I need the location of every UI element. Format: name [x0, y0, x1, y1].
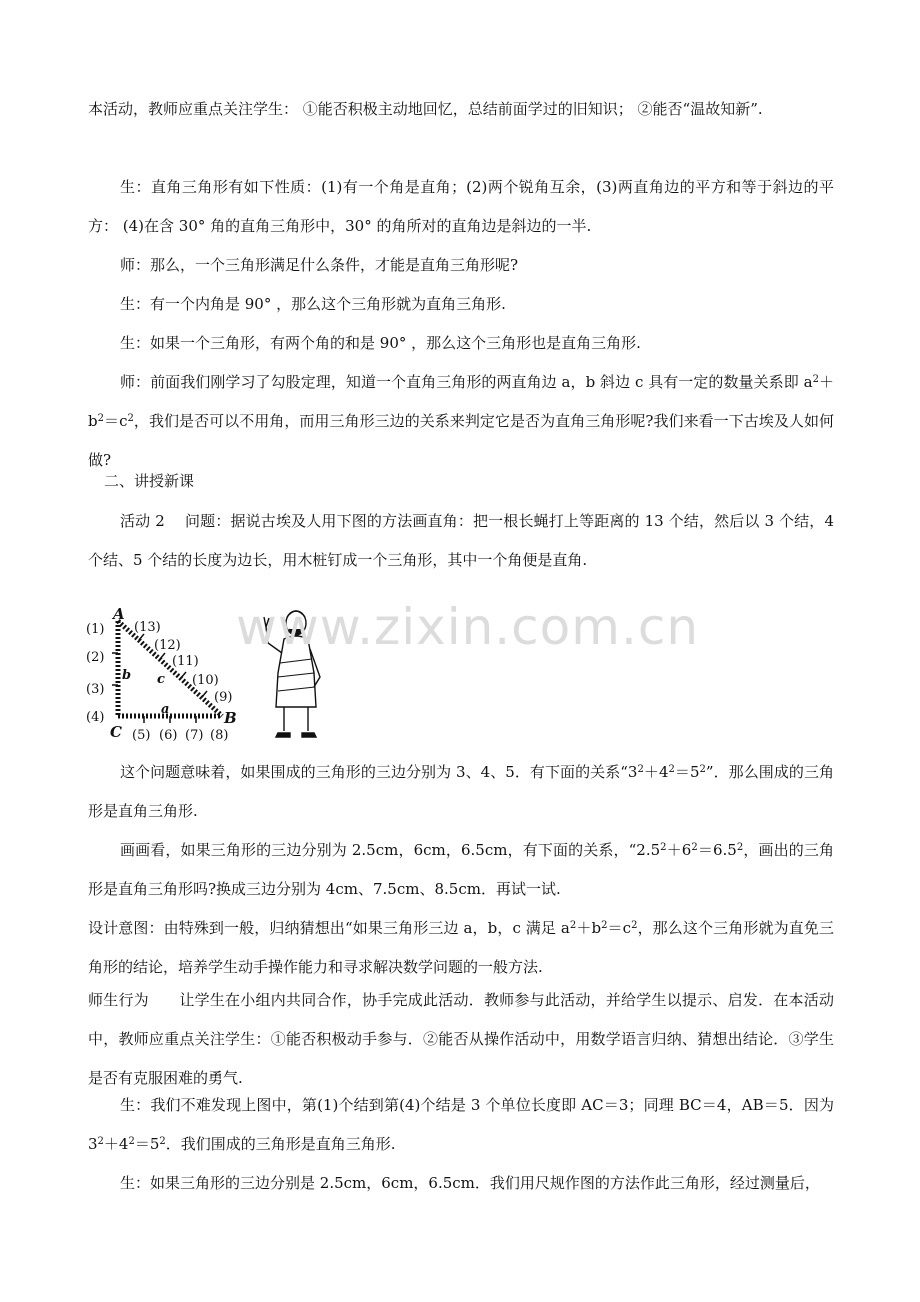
paragraph-problem-meaning: 这个问题意味着，如果围成的三角形的三边分别为 3、4、5．有下面的关系“$3^2+4^2=5^2$”．那么围成的三角形是直角三角形.	[88, 763, 834, 820]
paragraph-teacher-question: 师：那么，一个三角形满足什么条件，才能是直角三角形呢?	[120, 256, 519, 274]
paragraph-student-finding: 生：我们不难发现上图中，第(1)个结到第(4)个结是 3 个单位长度即 AC＝3；同理 BC＝4，AB＝5．因为 $3^2+4^2=5^2$．我们围成的三角形是直角三角形.	[88, 1096, 834, 1153]
vertex-b-label: B	[224, 709, 237, 727]
egyptian-figure-illustration	[264, 611, 320, 737]
knot-label: (11)	[172, 654, 199, 669]
knot-label: (13)	[134, 620, 161, 635]
paragraph-teacher-pythagoras: 师：前面我们刚学习了勾股定理，知道一个直角三角形的两直角边 a，b 斜边 c 具有一定的数量关系即 $a^2+b^2=c^2$，我们是否可以不用角，而用三角形三边的关系来判定它是否为直角三角形呢?我们来看一下古埃及人如何做?	[88, 373, 834, 469]
knot-label: (2)	[86, 650, 105, 665]
paragraph-activity-2: 活动 2 问题：据说古埃及人用下图的方法画直角：把一根长蝇打上等距离的 13 个结，然后以 3 个结，4 个结、5 个结的长度为边长，用木桩钉成一个三角形，其中一个角便是直角.	[88, 512, 834, 569]
paragraph-student-construction: 生：如果三角形的三边分别是 2.5cm，6cm，6.5cm．我们用尺规作图的方法作此三角形，经过测量后，	[120, 1174, 820, 1192]
knot-label: (10)	[192, 673, 219, 688]
paragraph-activity-focus: 本活动，教师应重点关注学生： ①能否积极主动地回忆，总结前面学过的旧知识； ②能否“温故知新”.	[88, 100, 763, 118]
side-a-label: a	[161, 702, 170, 717]
knot-label: (9)	[214, 690, 233, 705]
watermark-text: www.zixin.com.cn	[236, 598, 700, 656]
vertex-c-label: C	[110, 723, 122, 741]
knot-label: (12)	[154, 638, 181, 653]
paragraph-student-answer-2: 生：如果一个三角形，有两个角的和是 90° ，那么这个三角形也是直角三角形.	[120, 334, 641, 352]
side-ab-rope	[118, 621, 222, 716]
side-c-label: c	[157, 672, 165, 687]
paragraph-design-intent: 设计意图：由特殊到一般，归纳猜想出“如果三角形三边 a，b，c 满足 $a^2+b^2=c^2$，那么这个三角形就为直免三角形的结论，培养学生动手操作能力和寻求解决数学问题的一般方法.	[88, 919, 834, 976]
side-b-label: b	[122, 668, 132, 683]
section-heading-new-lesson: 二、讲授新课	[104, 472, 195, 490]
knot-label: (3)	[86, 682, 105, 697]
knot-label: (6)	[159, 728, 178, 743]
vertex-a-label: A	[113, 605, 125, 623]
knot-label: (8)	[210, 728, 229, 743]
paragraph-student-answer-1: 生：有一个内角是 90° ，那么这个三角形就为直角三角形.	[120, 295, 506, 313]
knot-label: (5)	[132, 728, 151, 743]
knot-label: (7)	[185, 728, 204, 743]
knot-label: (4)	[86, 710, 105, 725]
paragraph-student-properties: 生：直角三角形有如下性质：(1)有一个角是直角；(2)两个锐角互余，(3)两直角边的平方和等于斜边的平方： (4)在含 30° 角的直角三角形中，30° 的角所对的直角边是斜边的一半.	[88, 178, 834, 235]
paragraph-try-drawing: 画画看，如果三角形的三边分别为 2.5cm，6cm，6.5cm，有下面的关系，“$2.5^2+6^2=6.5^2$，画出的三角形是直角三角形吗?换成三边分别为 4cm、7.5cm、8.5cm．再试一试.	[88, 841, 835, 898]
knot-label: (1)	[86, 622, 105, 637]
knotted-rope-triangle-figure	[84, 603, 344, 745]
paragraph-teacher-student-behavior: 师生行为 让学生在小组内共同合作，协手完成此活动．教师参与此活动，并给学生以提示、启发．在本活动中，教师应重点关注学生：①能否积极动手参与．②能否从操作活动中，用数学语言归纳、猜想出结论．③学生是否有克服困难的勇气.	[88, 991, 834, 1087]
